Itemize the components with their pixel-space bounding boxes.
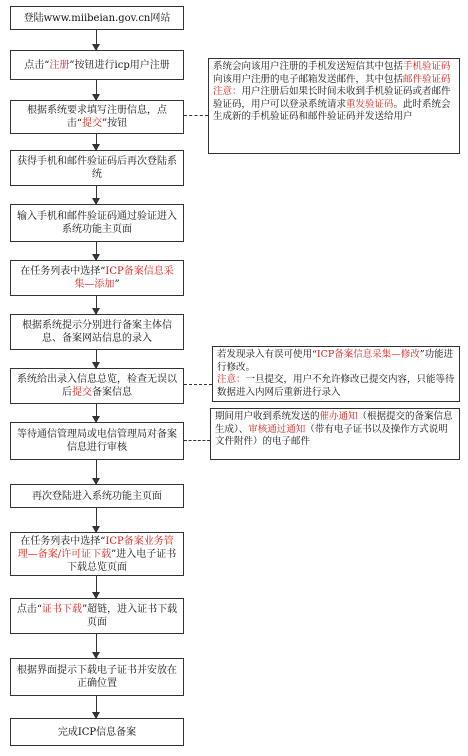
step-1-box bbox=[10, 6, 184, 30]
arrow-7 bbox=[96, 350, 97, 368]
note-2-connector bbox=[184, 384, 212, 385]
step-2-text: 点击“注册”按钮进行icp用户注册 bbox=[24, 59, 170, 71]
step-2-box bbox=[10, 50, 184, 80]
step-10-text: 再次登陆进入系统功能主页面 bbox=[32, 490, 162, 502]
note-3-line-1: 期间用户收到系统发送的催办通知（根据提交的备案信息生成）、审核通过通知（带有电子证书以及操作方式说明文件附件）的电子邮件 bbox=[215, 411, 453, 447]
step-10-box bbox=[10, 484, 184, 508]
step-5-box bbox=[10, 204, 184, 242]
step-14-text: 完成ICP信息备案 bbox=[57, 726, 137, 738]
note-3-connector bbox=[184, 440, 210, 441]
arrow-11 bbox=[96, 576, 97, 598]
arrow-4 bbox=[96, 186, 97, 204]
step-12-box bbox=[10, 598, 184, 634]
step-4-text: 获得手机和邮件验证码后再次登陆系统 bbox=[17, 156, 177, 180]
arrow-13 bbox=[96, 696, 97, 718]
note-2 bbox=[212, 346, 460, 402]
step-5-text: 输入手机和邮件验证码通过验证进入系统功能主页面 bbox=[17, 211, 177, 235]
arrow-3 bbox=[96, 134, 97, 150]
step-13-box bbox=[10, 658, 184, 696]
arrow-6 bbox=[96, 296, 97, 314]
step-8-box bbox=[10, 368, 184, 404]
note-2-line-2: 注意：一旦提交，用户不允许修改已提交内容，只能等待数据进入内网后重新进行录入 bbox=[217, 374, 455, 398]
note-1-connector bbox=[184, 115, 208, 116]
step-1-text: 登陆www.miibeian.gov.cn网站 bbox=[23, 12, 171, 24]
step-3-text: 根据系统要求填写注册信息，点击“提交”按钮 bbox=[27, 105, 167, 129]
step-4-box bbox=[10, 150, 184, 186]
arrow-9 bbox=[96, 460, 97, 484]
note-1-line-1: 系统会向该用户注册的手机发送短信其中包括手机验证码 bbox=[213, 61, 451, 72]
arrow-8 bbox=[96, 404, 97, 422]
arrow-1 bbox=[96, 30, 97, 50]
step-3-box bbox=[10, 100, 184, 134]
note-1 bbox=[208, 58, 460, 154]
step-7-text: 根据系统提示分别进行备案主体信息、备案网站信息的录入 bbox=[22, 320, 172, 344]
step-7-box bbox=[10, 314, 184, 350]
step-12-text: 点击“证书下载”超链，进入证书下载页面 bbox=[16, 604, 178, 628]
step-8-text: 系统给出录入信息总览，检查无误以后提交备案信息 bbox=[17, 374, 177, 398]
step-11-text: 在任务列表中选择“ICP备案业务管理—备案/许可证下载”进入电子证书下载总览页面 bbox=[17, 535, 177, 573]
step-11-box bbox=[10, 532, 184, 576]
note-1-line-3: 注意：用户注册后如果长时间未收到手机验证码或者邮件验证码，用户可以登录系统请求重发验证码。此时系统会生成新的手机验证码和邮件验证码并发送给用户 bbox=[213, 86, 451, 122]
step-6-text: 在任务列表中选择“ICP备案信息采集—添加” bbox=[20, 266, 174, 290]
note-2-line-1: 若发现录入有误可使用“ICP备案信息采集—修改”功能进行修改。 bbox=[217, 349, 454, 373]
note-1-line-2: 向该用户注册的电子邮箱发送邮件，其中包括邮件验证码 bbox=[213, 73, 451, 85]
step-9-text: 等待通信管理局或电信管理局对备案信息进行审核 bbox=[17, 429, 177, 453]
step-13-text: 根据界面提示下载电子证书并安放在正确位置 bbox=[17, 665, 177, 689]
step-9-box bbox=[10, 422, 184, 460]
note-3 bbox=[210, 408, 460, 460]
arrow-12 bbox=[96, 634, 97, 658]
step-14-box bbox=[10, 718, 184, 746]
arrow-2 bbox=[96, 80, 97, 100]
arrow-10 bbox=[96, 508, 97, 532]
arrow-5 bbox=[96, 242, 97, 260]
step-6-box bbox=[10, 260, 184, 296]
